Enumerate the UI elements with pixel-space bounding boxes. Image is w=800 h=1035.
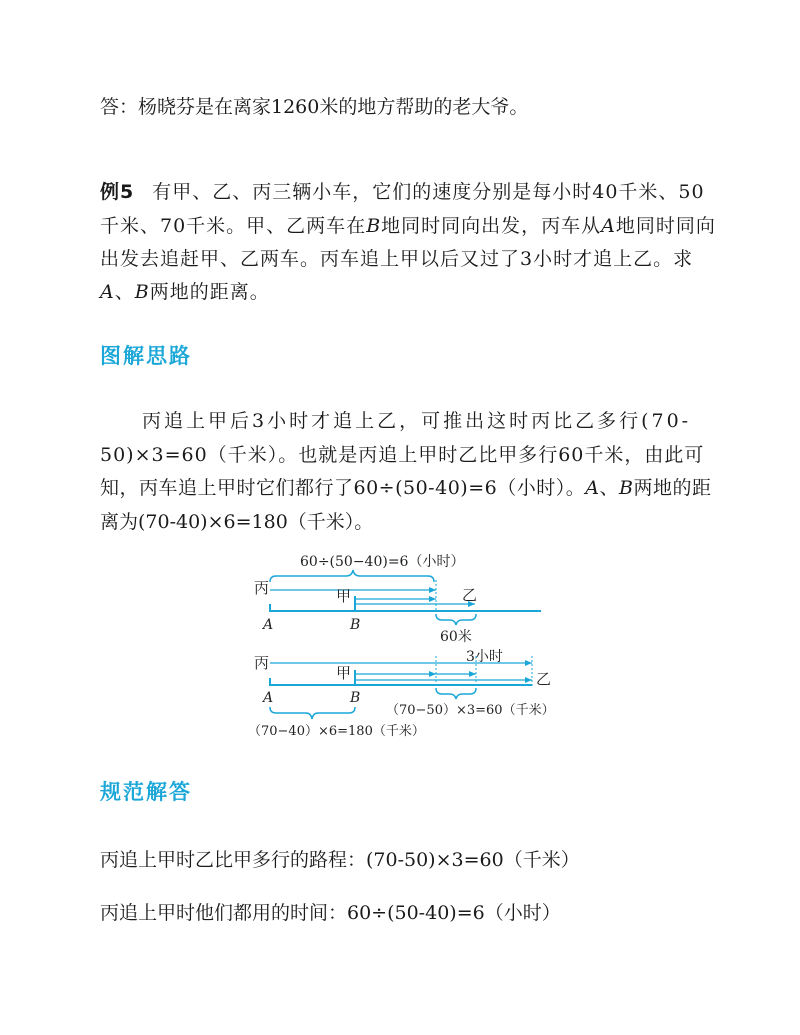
reasoning-text-4: 离为(70-40)×6=180（千米）。 bbox=[100, 511, 374, 533]
label-yi-bottom: 乙 bbox=[536, 670, 552, 688]
point-a-top: A bbox=[263, 617, 274, 633]
label-bing: 丙 bbox=[254, 579, 270, 597]
example-text-1: 有甲、乙、丙三辆小车，它们的速度分别是每小时40千米、50 bbox=[152, 181, 705, 203]
example-text-3: 出发去追赶甲、乙两车。丙车追上甲以后又过了3小时才追上乙。求 bbox=[100, 248, 694, 270]
diagram-bottom bbox=[248, 649, 555, 739]
brace-label-time: 60÷(50−40)=6（小时） bbox=[300, 554, 465, 570]
solution-text-1: 丙追上甲时乙比甲多行的路程：(70-50)×3=60（千米） bbox=[100, 849, 580, 871]
point-b-label: B bbox=[134, 281, 150, 303]
example-text-4: 两地的距离。 bbox=[149, 281, 270, 303]
point-a-bottom: A bbox=[263, 690, 274, 706]
brace-top bbox=[270, 570, 434, 582]
reasoning-text-2: 50)×3=60（千米）。也就是丙追上甲时乙比甲多行60千米，由此可 bbox=[100, 444, 705, 466]
time-label-3h: 3小时 bbox=[466, 649, 503, 665]
section-title-diagram-reasoning: 图解思路 bbox=[100, 344, 192, 368]
example-text-2a: 千米、70千米。甲、乙两车在 bbox=[100, 215, 367, 237]
point-a-label: A bbox=[601, 215, 616, 237]
point-a-label: A bbox=[100, 281, 115, 303]
point-b-bottom: B bbox=[350, 690, 361, 706]
separator: 、 bbox=[599, 477, 619, 499]
reasoning-text-1: 丙追上甲后3小时才追上乙，可推出这时丙比乙多行(70- bbox=[142, 410, 692, 432]
reasoning-text-3b: 两地的距 bbox=[633, 477, 712, 499]
diagram-top bbox=[254, 554, 541, 645]
solution-line-1 bbox=[100, 843, 580, 877]
answer-text: 答：杨晓芬是在离家1260米的地方帮助的老大爷。 bbox=[100, 96, 529, 118]
solution-text-2: 丙追上甲时他们都用的时间：60÷(50-40)=6（小时） bbox=[100, 902, 561, 924]
label-jia: 甲 bbox=[336, 587, 352, 605]
point-b-label: B bbox=[366, 215, 382, 237]
point-a-label: A bbox=[585, 477, 600, 499]
point-b-top: B bbox=[350, 617, 361, 633]
gap-label-60: 60米 bbox=[440, 629, 472, 645]
point-b-label: B bbox=[618, 477, 634, 499]
reasoning-text-3a: 知，丙车追上甲时它们都行了60÷(50-40)=6（小时）。 bbox=[100, 477, 586, 499]
brace-gap bbox=[436, 614, 476, 625]
label-bing-bottom: 丙 bbox=[254, 654, 270, 672]
label-yi: 乙 bbox=[462, 586, 478, 604]
example-text-2c: 地同时同向 bbox=[615, 215, 716, 237]
brace-distance bbox=[270, 707, 355, 719]
example-label: 例5 bbox=[100, 181, 135, 203]
section-title-solution: 规范解答 bbox=[100, 780, 192, 804]
distance-label: （70−40）×6=180（千米） bbox=[248, 724, 425, 739]
brace-gap-bottom bbox=[436, 688, 476, 699]
gap-label-bottom: （70−50）×3=60（千米） bbox=[386, 703, 555, 718]
example-text-2b: 地同时同向出发，丙车从 bbox=[381, 215, 602, 237]
label-jia-bottom: 甲 bbox=[336, 664, 352, 682]
solution-line-2 bbox=[100, 896, 561, 930]
separator: 、 bbox=[114, 281, 135, 303]
